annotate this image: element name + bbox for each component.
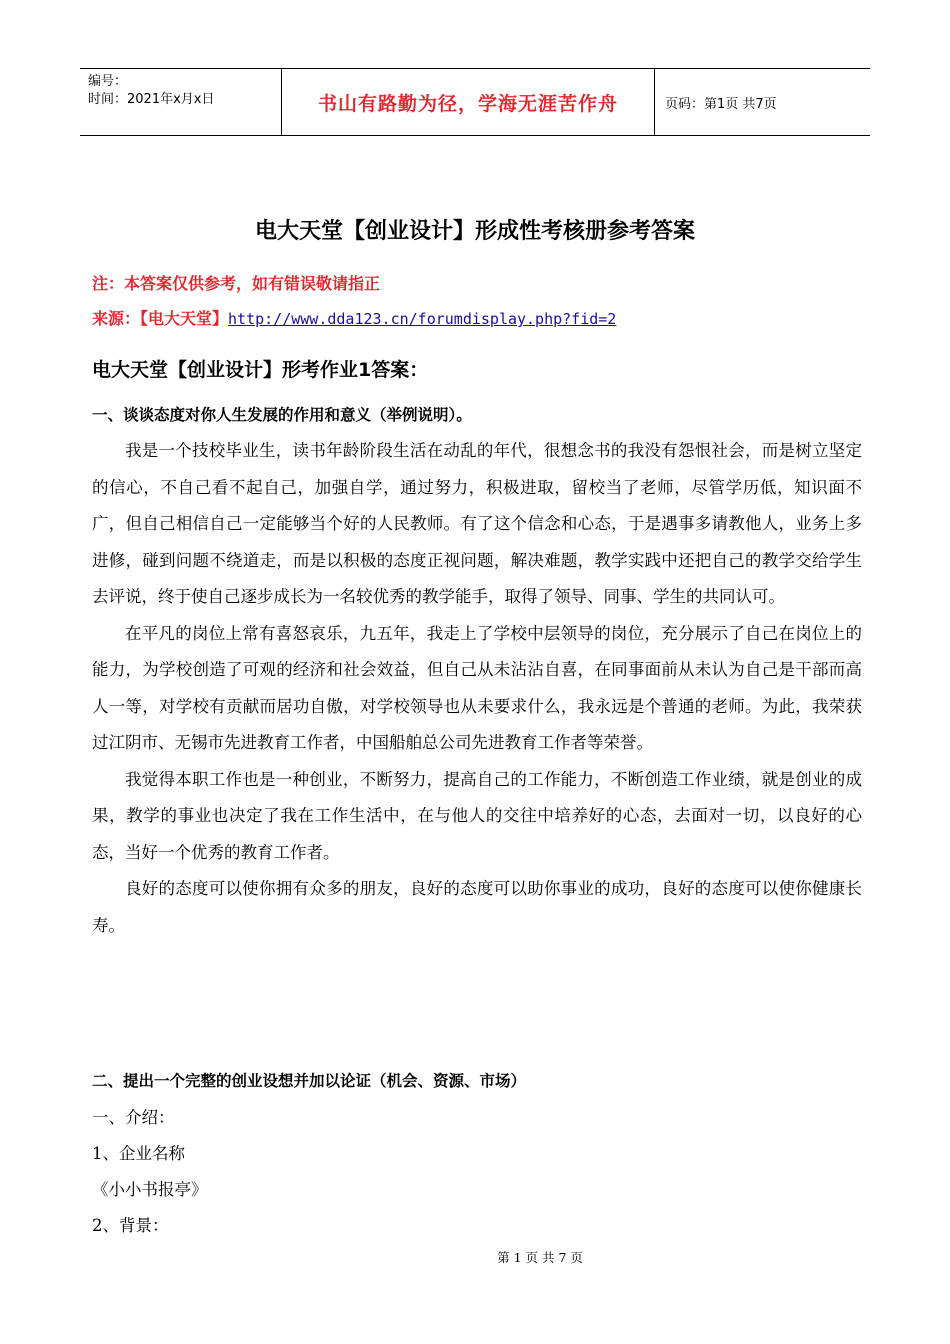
list-item: 一、介绍： — [92, 1108, 175, 1127]
disclaimer-note: 注：本答案仅供参考，如有错误敬请指正 — [92, 274, 381, 293]
source-line — [92, 306, 616, 329]
source-label: 来源：【电大天堂】 — [92, 309, 229, 328]
paragraph: 良好的态度可以使你拥有众多的朋友，良好的态度可以助你事业的成功，良好的态度可以使你健康长寿。 — [92, 879, 862, 935]
question-1: 一、谈谈态度对你人生发展的作用和意义（举例说明）。 — [92, 406, 472, 424]
list-item: 1、企业名称 — [92, 1144, 185, 1163]
header-time: 时间：2021年x月x日 — [88, 92, 215, 107]
answer-body — [92, 433, 862, 944]
header-page-info: 页码：第1页 共7页 — [665, 96, 777, 112]
question-2: 二、提出一个完整的创业设想并加以论证（机会、资源、市场） — [92, 1072, 527, 1090]
document-title: 电大天堂【创业设计】形成性考核册参考答案 — [254, 219, 695, 244]
page-footer: 第 1 页 共 7 页 — [497, 1250, 583, 1265]
list-item: 2、背景： — [92, 1216, 169, 1235]
list-item: 《小小书报亭》 — [92, 1180, 208, 1199]
header-number: 编号： — [88, 74, 128, 89]
header-meta — [80, 69, 282, 135]
paragraph: 我觉得本职工作也是一种创业，不断努力，提高自己的工作能力，不断创造工作业绩，就是创业的成果，教学的事业也决定了我在工作生活中，在与他人的交往中培养好的心态，去面对一切，以良好的心态，当好一个优秀的教育工作者。 — [92, 769, 862, 862]
source-link[interactable]: http://www.dda123.cn/forumdisplay.php?fid=2 — [228, 310, 617, 328]
page-header — [80, 68, 870, 136]
paragraph: 在平凡的岗位上常有喜怒哀乐，九五年，我走上了学校中层领导的岗位，充分展示了自己在岗位上的能力，为学校创造了可观的经济和社会效益，但自己从未沾沾自喜，在同事面前从未认为自己是干部而高人一等，对学校有贡献而居功自傲，对学校领导也从未要求什么，我永远是个普通的老师。为此，我荣获过江阴市、无锡市先进教育工作者，中国船舶总公司先进教育工作者等荣誉。 — [92, 623, 862, 752]
homework-title: 电大天堂【创业设计】形考作业1答案： — [92, 359, 429, 381]
header-motto: 书山有路勤为径，学海无涯苦作舟 — [282, 69, 655, 135]
paragraph: 我是一个技校毕业生，读书年龄阶段生活在动乱的年代，很想念书的我没有怨恨社会，而是树立坚定的信心，不自己看不起自己，加强自学，通过努力，积极进取，留校当了老师，尽管学历低，知识面不广，但自己相信自己一定能够当个好的人民教师。有了这个信念和心态，于是遇事多请教他人，业务上多进修，碰到问题不绕道走，而是以积极的态度正视问题，解决难题，教学实践中还把自己的教学交给学生去评说，终于使自己逐步成长为一名较优秀的教学能手，取得了领导、同事、学生的共同认可。 — [92, 441, 862, 606]
